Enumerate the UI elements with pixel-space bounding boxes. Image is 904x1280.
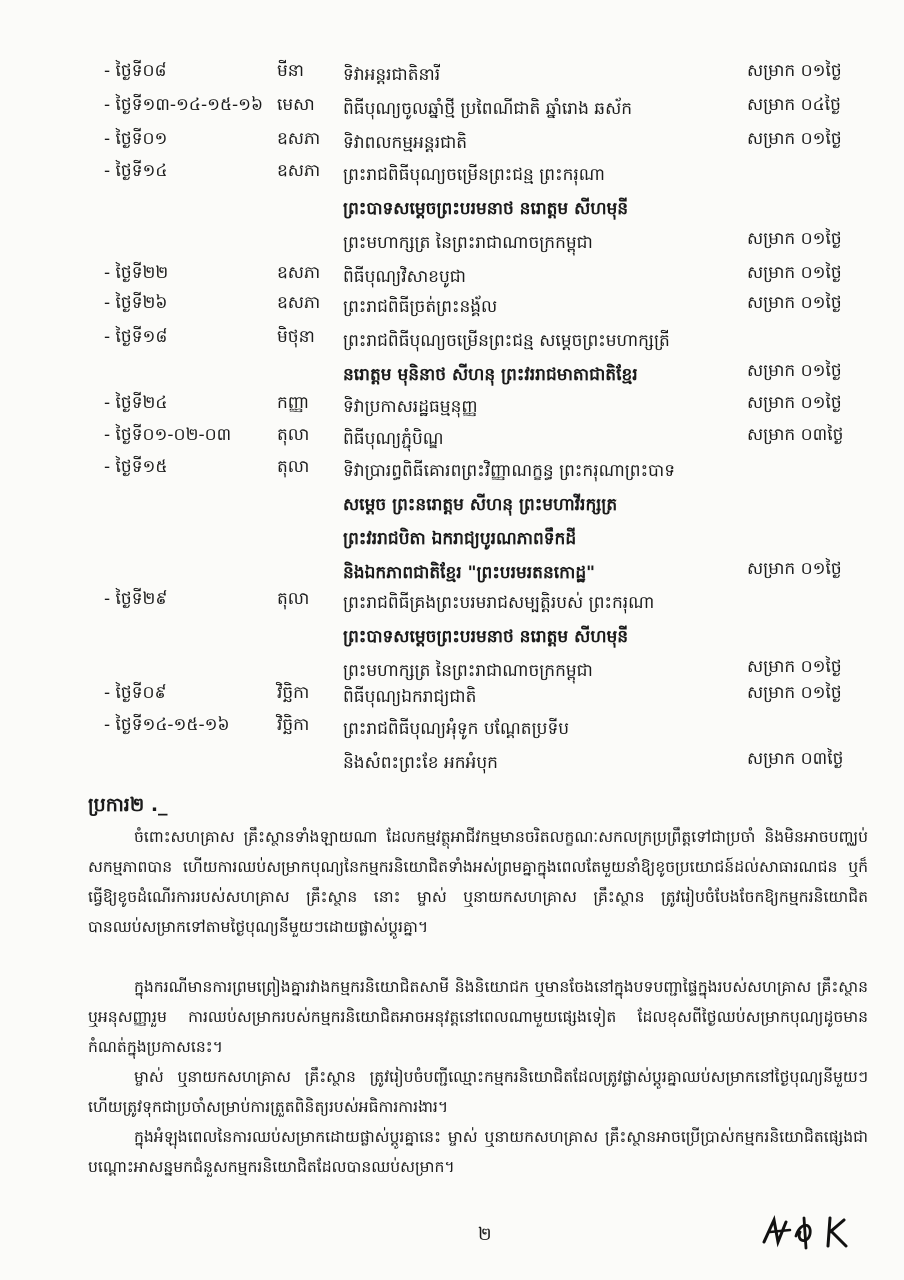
entry-date: - ថ្ងៃទី០៨ (104, 61, 167, 81)
entry-month: វិច្ឆិកា (277, 715, 310, 735)
entry-event-line: ព្រះមហាក្សត្រ នៃព្រះរាជាណាចក្រកម្ពុជា (343, 661, 593, 681)
handwritten-initials (760, 1212, 870, 1256)
entry-date: - ថ្ងៃទី០១-០២-០៣ (104, 425, 232, 445)
entry-month: មីនា (277, 61, 304, 81)
entry-event-line: និងឯកភាពជាតិខ្មែរ "ព្រះបរមរតនកោដ្ឋ" (343, 563, 595, 583)
entry-month: តុលា (277, 589, 310, 609)
entry-date: - ថ្ងៃទី១៣-១៤-១៥-១៦ (104, 95, 264, 115)
entry-event-line: ព្រះរាជពិធីច្រត់ព្រះនង្គ័ល (343, 297, 498, 317)
entry-month: ឧសភា (277, 129, 321, 149)
entry-date: - ថ្ងៃទី១៥ (104, 457, 168, 477)
entry-holiday: សម្រាក ០១ថ្ងៃ (747, 683, 842, 703)
entry-event (343, 392, 743, 426)
entry-event (343, 292, 743, 326)
paragraph-text: ចំពោះសហគ្រាស គ្រឹះស្ថានទាំងឡាយណា ដែលកម្មវត្ថុអាជីវកម្មមានចរិតលក្ខណៈសកលក្រប្រព្រឹត្តទៅជាប្រចាំ និងមិនអាចបញ្ឈប់សកម្មភាពបាន ហើយការឈប់សម្រាកបុណ្យនៃកម្មករនិយោជិតទាំងអស់ព្រមគ្នាក្នុងពេលតែមួយនាំឱ្យខូចប្រយោជន៍ដល់សាធារណជន ឬក៏ធ្វើឱ្យខូចដំណើរការរបស់សហគ្រាស គ្រឹះស្ថាន នោះ ម្ចាស់ ឬនាយកសហគ្រាស គ្រឹះស្ថាន ត្រូវរៀបចំបែងចែកឱ្យកម្មករនិយោជិតបានឈប់សម្រាកទៅតាមថ្ងៃបុណ្យនីមួយៗដោយផ្លាស់ប្ដូរគ្នា។ (88, 828, 868, 936)
entry-event-line: ព្រះបាទសម្ដេចព្រះបរមនាថ នរោត្ដម សីហមុនី (343, 627, 629, 647)
entry-month: តុលា (277, 425, 310, 445)
entry-holiday: សម្រាក ០១ថ្ងៃ (747, 129, 842, 149)
entry-date: - ថ្ងៃទី២៩ (104, 589, 168, 609)
entry-event-line: ទិវាពលកម្មអន្តរជាតិ (343, 133, 468, 153)
entry-event-line: ទិវាប្រកាសរដ្ឋធម្មនុញ្ញ (343, 397, 478, 417)
entry-event (343, 424, 743, 458)
entry-month: វិច្ឆិកា (277, 683, 310, 703)
entry-date: - ថ្ងៃទី២២ (104, 263, 169, 283)
entry-event-line: ពិធីបុណ្យវិសាខបូជា (343, 267, 466, 287)
paragraph-text: ម្ចាស់ ឬនាយកសហគ្រាស គ្រឹះស្ថាន ត្រូវរៀបចំបញ្ជីឈ្មោះកម្មករនិយោជិតដែលត្រូវផ្លាស់ប្ដូរគ្នាឈប់សម្រាកនៅថ្ងៃបុណ្យនីមួយៗ ហើយត្រូវទុកជាប្រចាំសម្រាប់ការត្រួតពិនិត្យរបស់អធិការការងារ។ (88, 1068, 868, 1116)
entry-event (343, 128, 743, 162)
entry-month: ឧសភា (277, 161, 321, 181)
article-paragraph (88, 1062, 868, 1122)
entry-event (343, 60, 743, 94)
entry-holiday: សម្រាក ០១ថ្ងៃ (747, 61, 842, 81)
entry-date: - ថ្ងៃទី២៤ (104, 393, 168, 413)
entry-event-line: ព្រះរាជពិធីបុណ្យអុំទូក បណ្ដែតប្រទីប (343, 719, 570, 739)
entry-date: - ថ្ងៃទី១៤ (104, 161, 168, 181)
entry-event (343, 262, 743, 296)
entry-event-line: ពិធីបុណ្យឯករាជ្យជាតិ (343, 687, 477, 707)
entry-event-line: ព្រះរាជពិធីគ្រងព្រះបរមរាជសម្បត្តិរបស់ ព្រះករុណា (343, 593, 655, 613)
paragraph-text: ក្នុងករណីមានការព្រមព្រៀងគ្នារវាងកម្មករនិយោជិតសាមី និងនិយោជក ឬមានចែងនៅក្នុងបទបញ្ជាផ្ទៃក្នុងរបស់សហគ្រាស គ្រឹះស្ថាន ឬអនុសញ្ញារួម ការឈប់សម្រាករបស់កម្មករនិយោជិតអាចអនុវត្តនៅពេលណាមួយផ្សេងទៀត ដែលខុសពីថ្ងៃឈប់សម្រាកបុណ្យដូចមានកំណត់ក្នុងប្រកាសនេះ។ (88, 978, 868, 1056)
entry-holiday: សម្រាក ០១ថ្ងៃ (747, 657, 842, 677)
entry-event-line: ព្រះវររាជបិតា ឯករាជ្យបូរណភាពទឹកដី (343, 529, 577, 549)
entry-event-line: ព្រះរាជពិធីបុណ្យចម្រើនព្រះជន្ម សម្ដេចព្រះមហាក្សត្រី (343, 331, 670, 351)
entry-event-line: ពិធីបុណ្យចូលឆ្នាំថ្មី ប្រពៃណីជាតិ ឆ្នាំរោង ឆស័ក (343, 99, 633, 119)
article-paragraph (88, 972, 868, 1062)
entry-date: - ថ្ងៃទី២៦ (104, 293, 168, 313)
entry-event-line: នរោត្តម មុនិនាថ សីហនុ ព្រះវររាជមាតាជាតិខ្មែរ (343, 365, 638, 385)
entry-holiday: សម្រាក ០១ថ្ងៃ (747, 263, 842, 283)
entry-event-line: និងសំពះព្រះខែ អកអំបុក (343, 753, 498, 773)
entry-holiday: សម្រាក ០៣ថ្ងៃ (747, 425, 844, 445)
entry-month: ឧសភា (277, 293, 321, 313)
entry-holiday: សម្រាក ០១ថ្ងៃ (747, 293, 842, 313)
entry-event-line: ព្រះរាជពិធីបុណ្យចម្រើនព្រះជន្ម ព្រះករុណា (343, 165, 605, 185)
entry-event (343, 160, 743, 262)
entry-event-line: ទិវាប្រារព្ធពិធីគោរពព្រះវិញ្ញាណក្ខន្ធ ព្រះករុណាព្រះបាទ (343, 461, 676, 481)
entry-event (343, 714, 743, 782)
entry-event (343, 682, 743, 716)
entry-month: ឧសភា (277, 263, 321, 283)
entry-month: កញ្ញា (277, 393, 310, 413)
entry-holiday: សម្រាក ០៣ថ្ងៃ (747, 749, 844, 769)
entry-date: - ថ្ងៃទី១៨ (104, 327, 168, 347)
paragraph-text: ក្នុងអំឡុងពេលនៃការឈប់សម្រាកដោយផ្លាស់ប្ដូរគ្នានេះ ម្ចាស់ ឬនាយកសហគ្រាស គ្រឹះស្ថានអាចប្រើប្រាស់កម្មករនិយោជិតផ្សេងជាបណ្ដោះអាសន្នមកជំនួសកម្មករនិយោជិតដែលបានឈប់សម្រាក។ (88, 1128, 868, 1176)
entry-event (343, 456, 743, 592)
article-paragraph (88, 1122, 868, 1182)
entry-month: តុលា (277, 457, 310, 477)
article-paragraph (88, 822, 868, 942)
entry-event-line: ពិធីបុណ្យភ្ជុំបិណ្ឌ (343, 429, 444, 449)
entry-event (343, 94, 743, 128)
entry-holiday: សម្រាក ០១ថ្ងៃ (747, 393, 842, 413)
entry-event-line: ព្រះមហាក្សត្រ នៃព្រះរាជាណាចក្រកម្ពុជា (343, 233, 593, 253)
entry-month: មេសា (277, 95, 315, 115)
entry-event (343, 326, 743, 394)
entry-holiday: សម្រាក ០៤ថ្ងៃ (747, 95, 841, 115)
entry-holiday: សម្រាក ០១ថ្ងៃ (747, 361, 842, 381)
entry-date: - ថ្ងៃទី០១ (104, 129, 168, 149)
page-number: ២ (478, 1224, 492, 1245)
entry-date: - ថ្ងៃទី០៩ (104, 683, 167, 703)
entry-month: មិថុនា (277, 327, 315, 347)
entry-event-line: ព្រះបាទសម្ដេចព្រះបរមនាថ នរោត្ដម សីហមុនី (343, 199, 629, 219)
entry-holiday: សម្រាក ០១ថ្ងៃ (747, 229, 842, 249)
entry-event-line: ទិវាអន្តរជាតិនារី (343, 65, 441, 85)
entry-date: - ថ្ងៃទី១៤-១៥-១៦ (104, 715, 230, 735)
entry-event-line: សម្ដេច ព្រះនរោត្តម សីហនុ ព្រះមហាវីរក្សត្រ (343, 495, 618, 515)
entry-event (343, 588, 743, 690)
article-heading: ប្រការ២ ._ (88, 794, 168, 816)
entry-holiday: សម្រាក ០១ថ្ងៃ (747, 559, 842, 579)
